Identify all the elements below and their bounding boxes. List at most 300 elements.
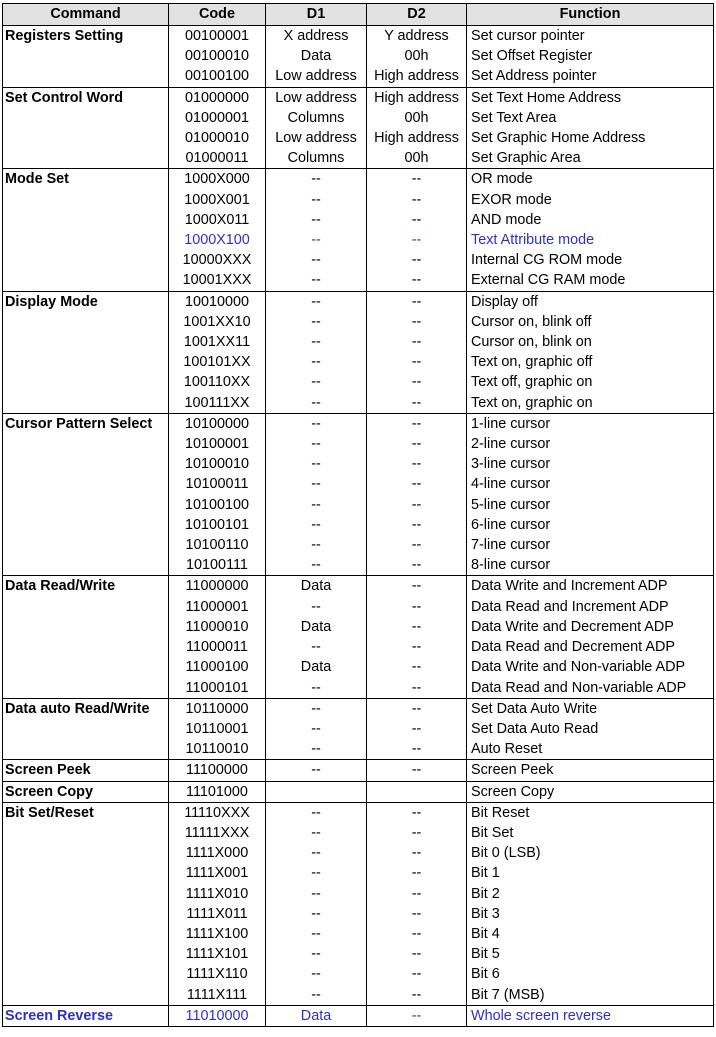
- command-cell: [3, 46, 169, 66]
- d1-cell: Columns: [266, 148, 367, 169]
- command-cell: Data Read/Write: [3, 576, 169, 597]
- command-cell: [3, 739, 169, 760]
- code-cell: 11111XXX: [169, 823, 266, 843]
- table-row: [3, 1005, 714, 1026]
- table-row: [3, 576, 714, 597]
- function-cell: 2-line cursor: [467, 434, 714, 454]
- d2-cell: --: [367, 352, 467, 372]
- command-cell: [3, 843, 169, 863]
- function-cell: Screen Peek: [467, 760, 714, 781]
- table-row: [3, 434, 714, 454]
- d2-cell: --: [367, 474, 467, 494]
- d2-cell: --: [367, 924, 467, 944]
- command-cell: [3, 555, 169, 576]
- header-row: [3, 4, 714, 26]
- function-cell: Bit Set: [467, 823, 714, 843]
- d2-cell: --: [367, 739, 467, 760]
- table-row: [3, 291, 714, 312]
- d2-cell: --: [367, 230, 467, 250]
- d1-cell: --: [266, 802, 367, 823]
- d1-cell: --: [266, 904, 367, 924]
- code-cell: 1001XX10: [169, 312, 266, 332]
- code-cell: 10110000: [169, 698, 266, 719]
- d1-cell: --: [266, 739, 367, 760]
- d1-cell: --: [266, 495, 367, 515]
- d1-cell: Low address: [266, 128, 367, 148]
- d2-cell: --: [367, 372, 467, 392]
- d2-cell: --: [367, 250, 467, 270]
- code-cell: 11000100: [169, 657, 266, 677]
- command-cell: [3, 434, 169, 454]
- function-cell: Set Data Auto Write: [467, 698, 714, 719]
- command-cell: [3, 617, 169, 637]
- code-cell: 1000X100: [169, 230, 266, 250]
- code-cell: 10100111: [169, 555, 266, 576]
- d2-cell: --: [367, 698, 467, 719]
- code-cell: 10000XXX: [169, 250, 266, 270]
- table-row: [3, 884, 714, 904]
- command-cell: Mode Set: [3, 169, 169, 190]
- function-cell: Set Address pointer: [467, 66, 714, 87]
- function-cell: Bit 0 (LSB): [467, 843, 714, 863]
- command-cell: [3, 474, 169, 494]
- code-cell: 11000101: [169, 678, 266, 699]
- function-cell: 7-line cursor: [467, 535, 714, 555]
- table-row: [3, 148, 714, 169]
- d2-cell: --: [367, 495, 467, 515]
- command-cell: [3, 884, 169, 904]
- code-cell: 1111X001: [169, 863, 266, 883]
- d2-cell: --: [367, 760, 467, 781]
- function-cell: Bit 2: [467, 884, 714, 904]
- command-cell: [3, 454, 169, 474]
- table-row: [3, 924, 714, 944]
- table-row: [3, 210, 714, 230]
- d1-cell: --: [266, 964, 367, 984]
- function-cell: Set Offset Register: [467, 46, 714, 66]
- d1-cell: --: [266, 332, 367, 352]
- code-cell: 11000000: [169, 576, 266, 597]
- function-cell: Data Read and Decrement ADP: [467, 637, 714, 657]
- d2-cell: Y address: [367, 26, 467, 47]
- command-cell: [3, 944, 169, 964]
- code-cell: 10110001: [169, 719, 266, 739]
- d2-cell: --: [367, 657, 467, 677]
- d2-cell: [367, 781, 467, 802]
- code-cell: 11110XXX: [169, 802, 266, 823]
- table-row: [3, 108, 714, 128]
- d2-cell: High address: [367, 87, 467, 108]
- function-cell: Data Read and Non-variable ADP: [467, 678, 714, 699]
- table-row: [3, 698, 714, 719]
- function-cell: OR mode: [467, 169, 714, 190]
- function-cell: Data Write and Decrement ADP: [467, 617, 714, 637]
- d1-cell: --: [266, 312, 367, 332]
- code-cell: 1000X011: [169, 210, 266, 230]
- d2-cell: --: [367, 944, 467, 964]
- command-cell: [3, 128, 169, 148]
- function-cell: 4-line cursor: [467, 474, 714, 494]
- function-cell: Text off, graphic on: [467, 372, 714, 392]
- function-cell: Set Data Auto Read: [467, 719, 714, 739]
- function-cell: Bit 7 (MSB): [467, 985, 714, 1006]
- d1-cell: --: [266, 393, 367, 414]
- table-row: [3, 657, 714, 677]
- code-cell: 1111X101: [169, 944, 266, 964]
- function-cell: External CG RAM mode: [467, 270, 714, 291]
- function-cell: Internal CG ROM mode: [467, 250, 714, 270]
- table-row: [3, 739, 714, 760]
- function-cell: Bit 3: [467, 904, 714, 924]
- code-cell: 10100010: [169, 454, 266, 474]
- table-row: [3, 985, 714, 1006]
- d2-cell: --: [367, 332, 467, 352]
- command-cell: [3, 678, 169, 699]
- function-cell: Data Write and Non-variable ADP: [467, 657, 714, 677]
- d1-cell: --: [266, 352, 367, 372]
- function-cell: Text on, graphic on: [467, 393, 714, 414]
- d2-cell: 00h: [367, 108, 467, 128]
- d1-cell: --: [266, 555, 367, 576]
- command-cell: [3, 823, 169, 843]
- table-row: [3, 802, 714, 823]
- d1-cell: --: [266, 169, 367, 190]
- d1-cell: --: [266, 823, 367, 843]
- command-cell: [3, 372, 169, 392]
- d2-cell: --: [367, 863, 467, 883]
- d1-cell: --: [266, 924, 367, 944]
- command-cell: [3, 535, 169, 555]
- table-row: [3, 555, 714, 576]
- code-cell: 00100010: [169, 46, 266, 66]
- code-cell: 11101000: [169, 781, 266, 802]
- code-cell: 100110XX: [169, 372, 266, 392]
- command-cell: [3, 637, 169, 657]
- command-cell: Set Control Word: [3, 87, 169, 108]
- d2-cell: --: [367, 719, 467, 739]
- d2-cell: --: [367, 843, 467, 863]
- code-cell: 10100100: [169, 495, 266, 515]
- code-cell: 10100000: [169, 413, 266, 434]
- d2-cell: High address: [367, 66, 467, 87]
- command-cell: [3, 964, 169, 984]
- table-row: [3, 413, 714, 434]
- table-row: [3, 66, 714, 87]
- d2-cell: --: [367, 555, 467, 576]
- command-cell: [3, 352, 169, 372]
- d1-cell: Data: [266, 657, 367, 677]
- d1-cell: --: [266, 270, 367, 291]
- function-cell: Cursor on, blink off: [467, 312, 714, 332]
- d2-cell: --: [367, 434, 467, 454]
- d1-cell: Data: [266, 576, 367, 597]
- d1-cell: --: [266, 291, 367, 312]
- command-table: [2, 3, 714, 1027]
- command-cell: Cursor Pattern Select: [3, 413, 169, 434]
- function-cell: Auto Reset: [467, 739, 714, 760]
- table-row: [3, 393, 714, 414]
- command-cell: [3, 66, 169, 87]
- function-cell: Set Text Area: [467, 108, 714, 128]
- code-cell: 1000X000: [169, 169, 266, 190]
- header-d2: D2: [367, 4, 467, 26]
- d1-cell: Columns: [266, 108, 367, 128]
- code-cell: 10100011: [169, 474, 266, 494]
- command-cell: [3, 904, 169, 924]
- function-cell: Cursor on, blink on: [467, 332, 714, 352]
- d2-cell: --: [367, 904, 467, 924]
- d1-cell: --: [266, 372, 367, 392]
- code-cell: 11000010: [169, 617, 266, 637]
- function-cell: Display off: [467, 291, 714, 312]
- command-cell: [3, 270, 169, 291]
- function-cell: Bit Reset: [467, 802, 714, 823]
- code-cell: 10010000: [169, 291, 266, 312]
- command-cell: [3, 148, 169, 169]
- command-cell: [3, 312, 169, 332]
- d1-cell: --: [266, 250, 367, 270]
- header-command: Command: [3, 4, 169, 26]
- table-row: [3, 169, 714, 190]
- function-cell: Text Attribute mode: [467, 230, 714, 250]
- table-row: [3, 944, 714, 964]
- function-cell: Set Text Home Address: [467, 87, 714, 108]
- d1-cell: --: [266, 944, 367, 964]
- d2-cell: --: [367, 210, 467, 230]
- command-cell: [3, 985, 169, 1006]
- code-cell: 01000010: [169, 128, 266, 148]
- d1-cell: --: [266, 698, 367, 719]
- command-cell: Screen Copy: [3, 781, 169, 802]
- d1-cell: --: [266, 863, 367, 883]
- table-row: [3, 454, 714, 474]
- function-cell: Whole screen reverse: [467, 1005, 714, 1026]
- d1-cell: --: [266, 678, 367, 699]
- table-row: [3, 128, 714, 148]
- d2-cell: --: [367, 270, 467, 291]
- d2-cell: --: [367, 597, 467, 617]
- table-row: [3, 495, 714, 515]
- d2-cell: --: [367, 617, 467, 637]
- function-cell: Bit 1: [467, 863, 714, 883]
- function-cell: 3-line cursor: [467, 454, 714, 474]
- d2-cell: --: [367, 169, 467, 190]
- d1-cell: --: [266, 454, 367, 474]
- d1-cell: --: [266, 434, 367, 454]
- d2-cell: --: [367, 515, 467, 535]
- command-cell: [3, 332, 169, 352]
- code-cell: 00100001: [169, 26, 266, 47]
- function-cell: 8-line cursor: [467, 555, 714, 576]
- d2-cell: --: [367, 985, 467, 1006]
- d1-cell: --: [266, 230, 367, 250]
- command-cell: [3, 924, 169, 944]
- d1-cell: Data: [266, 46, 367, 66]
- code-cell: 11000001: [169, 597, 266, 617]
- d1-cell: X address: [266, 26, 367, 47]
- header-code: Code: [169, 4, 266, 26]
- d1-cell: --: [266, 719, 367, 739]
- code-cell: 1111X111: [169, 985, 266, 1006]
- code-cell: 11000011: [169, 637, 266, 657]
- table-row: [3, 270, 714, 291]
- d1-cell: --: [266, 843, 367, 863]
- d2-cell: --: [367, 576, 467, 597]
- code-cell: 10110010: [169, 739, 266, 760]
- d2-cell: --: [367, 413, 467, 434]
- table-row: [3, 904, 714, 924]
- function-cell: 1-line cursor: [467, 413, 714, 434]
- d1-cell: Low address: [266, 87, 367, 108]
- code-cell: 11010000: [169, 1005, 266, 1026]
- d2-cell: --: [367, 535, 467, 555]
- table-row: [3, 352, 714, 372]
- command-cell: Screen Peek: [3, 760, 169, 781]
- d2-cell: --: [367, 678, 467, 699]
- d1-cell: --: [266, 210, 367, 230]
- table-row: [3, 863, 714, 883]
- code-cell: 1111X011: [169, 904, 266, 924]
- d1-cell: --: [266, 190, 367, 210]
- d1-cell: --: [266, 884, 367, 904]
- command-cell: Display Mode: [3, 291, 169, 312]
- function-cell: EXOR mode: [467, 190, 714, 210]
- function-cell: Set Graphic Home Address: [467, 128, 714, 148]
- header-d1: D1: [266, 4, 367, 26]
- command-cell: [3, 863, 169, 883]
- table-row: [3, 250, 714, 270]
- code-cell: 1111X110: [169, 964, 266, 984]
- table-row: [3, 535, 714, 555]
- d2-cell: --: [367, 312, 467, 332]
- table-row: [3, 46, 714, 66]
- d1-cell: --: [266, 413, 367, 434]
- d2-cell: --: [367, 823, 467, 843]
- table-row: [3, 678, 714, 699]
- header-function: Function: [467, 4, 714, 26]
- d2-cell: --: [367, 393, 467, 414]
- function-cell: Bit 4: [467, 924, 714, 944]
- code-cell: 100101XX: [169, 352, 266, 372]
- table-row: [3, 597, 714, 617]
- d2-cell: High address: [367, 128, 467, 148]
- function-cell: AND mode: [467, 210, 714, 230]
- table-row: [3, 230, 714, 250]
- table-row: [3, 781, 714, 802]
- function-cell: Data Read and Increment ADP: [467, 597, 714, 617]
- table-row: [3, 964, 714, 984]
- d2-cell: 00h: [367, 46, 467, 66]
- d1-cell: Data: [266, 1005, 367, 1026]
- table-row: [3, 637, 714, 657]
- command-cell: [3, 108, 169, 128]
- d1-cell: --: [266, 760, 367, 781]
- code-cell: 10001XXX: [169, 270, 266, 291]
- table-row: [3, 87, 714, 108]
- d2-cell: --: [367, 964, 467, 984]
- function-cell: 5-line cursor: [467, 495, 714, 515]
- code-cell: 1000X001: [169, 190, 266, 210]
- command-cell: [3, 190, 169, 210]
- command-cell: [3, 230, 169, 250]
- function-cell: Screen Copy: [467, 781, 714, 802]
- function-cell: Data Write and Increment ADP: [467, 576, 714, 597]
- command-cell: [3, 515, 169, 535]
- code-cell: 1001XX11: [169, 332, 266, 352]
- code-cell: 10100001: [169, 434, 266, 454]
- table-row: [3, 372, 714, 392]
- d2-cell: --: [367, 454, 467, 474]
- code-cell: 01000011: [169, 148, 266, 169]
- d1-cell: [266, 781, 367, 802]
- code-cell: 01000000: [169, 87, 266, 108]
- d2-cell: --: [367, 802, 467, 823]
- command-cell: [3, 597, 169, 617]
- d1-cell: --: [266, 637, 367, 657]
- table-row: [3, 332, 714, 352]
- d2-cell: --: [367, 190, 467, 210]
- command-cell: Registers Setting: [3, 26, 169, 47]
- d1-cell: --: [266, 597, 367, 617]
- table-row: [3, 312, 714, 332]
- code-cell: 1111X000: [169, 843, 266, 863]
- code-cell: 1111X010: [169, 884, 266, 904]
- code-cell: 00100100: [169, 66, 266, 87]
- function-cell: Set cursor pointer: [467, 26, 714, 47]
- code-cell: 10100110: [169, 535, 266, 555]
- command-cell: [3, 393, 169, 414]
- function-cell: Text on, graphic off: [467, 352, 714, 372]
- code-cell: 11100000: [169, 760, 266, 781]
- function-cell: Bit 6: [467, 964, 714, 984]
- d1-cell: --: [266, 535, 367, 555]
- code-cell: 1111X100: [169, 924, 266, 944]
- d2-cell: --: [367, 884, 467, 904]
- d2-cell: --: [367, 637, 467, 657]
- d1-cell: --: [266, 515, 367, 535]
- d2-cell: --: [367, 1005, 467, 1026]
- table-row: [3, 617, 714, 637]
- d1-cell: --: [266, 985, 367, 1006]
- function-cell: Set Graphic Area: [467, 148, 714, 169]
- code-cell: 01000001: [169, 108, 266, 128]
- table-row: [3, 823, 714, 843]
- d1-cell: Data: [266, 617, 367, 637]
- command-cell: [3, 719, 169, 739]
- table-row: [3, 26, 714, 47]
- table-row: [3, 515, 714, 535]
- table-row: [3, 719, 714, 739]
- table-row: [3, 760, 714, 781]
- table-body: [3, 26, 714, 1027]
- d2-cell: --: [367, 291, 467, 312]
- table-row: [3, 843, 714, 863]
- table-row: [3, 190, 714, 210]
- function-cell: 6-line cursor: [467, 515, 714, 535]
- d1-cell: Low address: [266, 66, 367, 87]
- command-cell: Bit Set/Reset: [3, 802, 169, 823]
- command-cell: [3, 210, 169, 230]
- command-cell: [3, 250, 169, 270]
- function-cell: Bit 5: [467, 944, 714, 964]
- command-cell: Screen Reverse: [3, 1005, 169, 1026]
- d2-cell: 00h: [367, 148, 467, 169]
- command-cell: [3, 657, 169, 677]
- command-cell: [3, 495, 169, 515]
- d1-cell: --: [266, 474, 367, 494]
- code-cell: 10100101: [169, 515, 266, 535]
- code-cell: 100111XX: [169, 393, 266, 414]
